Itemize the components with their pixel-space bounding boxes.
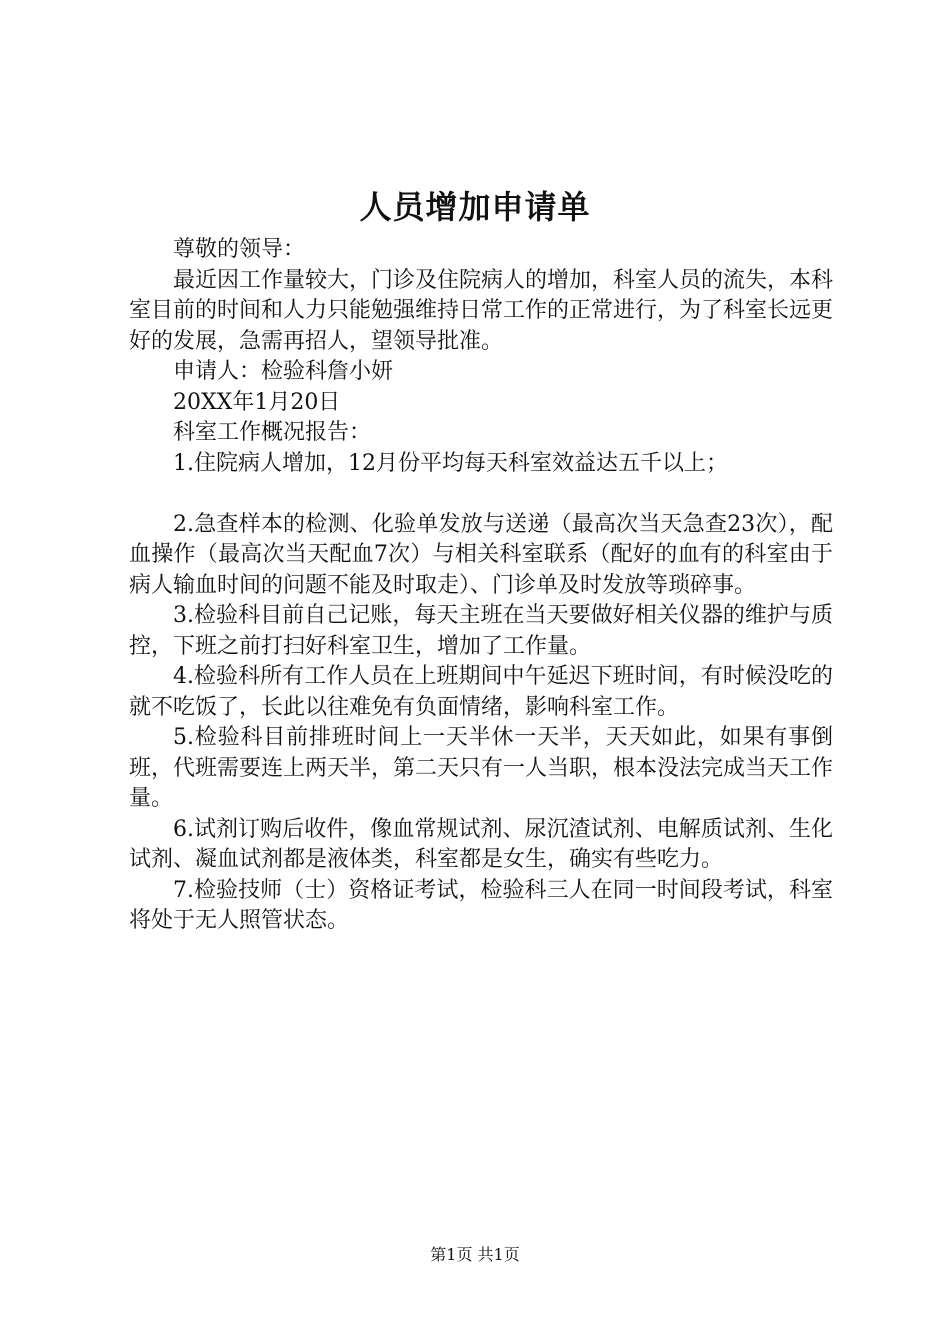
applicant: 申请人：检验科詹小妍 bbox=[173, 359, 394, 384]
report-heading: 科室工作概况报告： bbox=[173, 420, 372, 445]
report-item-6: 6.试剂订购后收件，像血常规试剂、尿沉渣试剂、电解质试剂、生化试剂、凝血试剂都是液体类，科室都是女生，确实有些吃力。 bbox=[129, 816, 833, 872]
report-item-3: 3.检验科目前自己记账，每天主班在当天要做好相关仪器的维护与质控，下班之前打扫好科室卫生，增加了工作量。 bbox=[129, 603, 833, 659]
document-body bbox=[129, 235, 833, 937]
greeting: 尊敬的领导： bbox=[173, 237, 306, 262]
page-footer: 第1页 共1页 bbox=[430, 1245, 520, 1264]
report-item-4: 4.检验科所有工作人员在上班期间中午延迟下班时间，有时候没吃的就不吃饭了，长此以往难免有负面情绪，影响科室工作。 bbox=[129, 664, 833, 720]
report-item-7: 7.检验技师（士）资格证考试，检验科三人在同一时间段考试，科室将处于无人照管状态。 bbox=[129, 877, 833, 933]
date: 20XX年1月20日 bbox=[173, 389, 341, 415]
report-item-1: 1.住院病人增加，12月份平均每天科室效益达五千以上； bbox=[173, 450, 728, 476]
document-title: 人员增加申请单 bbox=[359, 188, 591, 226]
report-item-2: 2.急查样本的检测、化验单发放与送递（最高次当天急查23次），配血操作（最高次当天配血7次）与相关科室联系（配好的血有的科室由于病人输血时间的问题不能及时取走）、门诊单及时发放等琐碎事。 bbox=[129, 511, 833, 598]
paragraph-intro: 最近因工作量较大，门诊及住院病人的增加，科室人员的流失，本科室目前的时间和人力只能勉强维持日常工作的正常进行，为了科室长远更好的发展，急需再招人，望领导批准。 bbox=[129, 267, 834, 354]
report-item-5: 5.检验科目前排班时间上一天半休一天半，天天如此，如果有事倒班，代班需要连上两天半，第二天只有一人当职，根本没法完成当天工作量。 bbox=[129, 725, 834, 811]
